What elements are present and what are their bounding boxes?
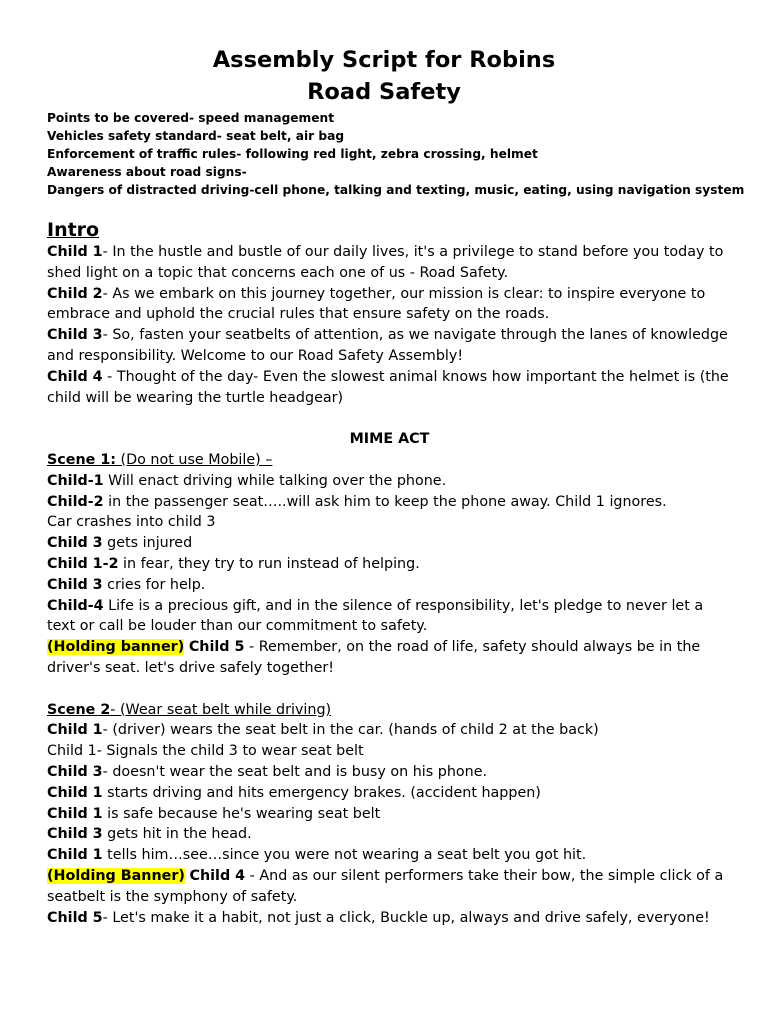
intro-line bbox=[47, 284, 732, 326]
line-text: Life is a precious gift, and in the silence of responsibility, let's pledge to never let a text or call be louder than our commitment to safety. bbox=[47, 597, 704, 635]
document-title: Assembly Script for Robins bbox=[212, 47, 556, 73]
scene2-final-line bbox=[47, 908, 732, 929]
line-text: Child 1- Signals the child 3 to wear seat belt bbox=[47, 743, 364, 760]
line-text: in fear, they try to run instead of helping. bbox=[118, 555, 420, 572]
point-item: Enforcement of traffic rules- following red light, zebra crossing, helmet bbox=[47, 147, 538, 161]
speaker: Child 3 bbox=[47, 763, 103, 780]
point-item: Dangers of distracted driving-cell phone, talking and texting, music, eating, using navigation system bbox=[47, 183, 745, 197]
document-subtitle: Road Safety bbox=[307, 79, 461, 105]
scene-label: Scene 2 bbox=[47, 701, 111, 718]
line-text: tells him…see…since you were not wearing a seat belt you got hit. bbox=[102, 847, 587, 864]
point-item: Points to be covered- speed management bbox=[47, 111, 335, 125]
speaker: Child 3 bbox=[47, 535, 103, 552]
speaker: Child 1 bbox=[47, 722, 103, 739]
scene1-line bbox=[47, 596, 732, 638]
line-text: gets injured bbox=[102, 535, 193, 552]
scene1-line bbox=[47, 575, 732, 596]
scene2-line bbox=[47, 783, 732, 804]
speaker: Child 1 bbox=[47, 784, 103, 801]
scene2-line bbox=[47, 741, 732, 762]
scene2-line bbox=[47, 824, 732, 845]
line-text: - Thought of the day- Even the slowest animal knows how important the helmet is (the child will be wearing the turtle headgear) bbox=[47, 368, 729, 406]
scene1-heading bbox=[47, 450, 732, 471]
scene1-line bbox=[47, 533, 732, 554]
speaker: Child 1 bbox=[47, 244, 103, 260]
speaker: Child 4 bbox=[47, 368, 103, 385]
line-text: Car crashes into child 3 bbox=[47, 514, 216, 531]
line-text: - (driver) wears the seat belt in the car. (hands of child 2 at the back) bbox=[102, 722, 599, 739]
scene1-line bbox=[47, 512, 732, 533]
line-text: - In the hustle and bustle of our daily lives, it's a privilege to stand before you today to shed light on a topic that concerns each one of us - Road Safety. bbox=[47, 244, 724, 281]
scene-label: Scene 1: bbox=[47, 451, 116, 468]
line-text: gets hit in the head. bbox=[102, 826, 252, 843]
line-text: - As we embark on this journey together, our mission is clear: to inspire everyone to embrace and uphold the crucial rules that ensure safety on the roads. bbox=[47, 285, 706, 323]
line-text: is safe because he's wearing seat belt bbox=[102, 805, 381, 822]
point-item: Vehicles safety standard- seat belt, air bag bbox=[47, 129, 345, 143]
scene1-line bbox=[47, 554, 732, 575]
line-text: in the passenger seat…..will ask him to keep the phone away. Child 1 ignores. bbox=[103, 493, 667, 510]
highlighted-banner-label: (Holding Banner) bbox=[47, 867, 185, 884]
intro-heading: Intro bbox=[47, 219, 100, 241]
scene1-line bbox=[47, 471, 732, 492]
points-list bbox=[47, 109, 747, 199]
speaker: Child 3 bbox=[47, 576, 103, 593]
speaker: Child 4 bbox=[189, 867, 246, 884]
scene-desc: (Do not use Mobile) – bbox=[116, 451, 273, 468]
speaker: Child-4 bbox=[47, 597, 104, 614]
script-body bbox=[47, 242, 732, 928]
scene2-line bbox=[47, 762, 732, 783]
speaker: Child 1 bbox=[47, 847, 103, 864]
speaker: Child 1 bbox=[47, 805, 103, 822]
line-text: cries for help. bbox=[102, 576, 206, 593]
line-text: starts driving and hits emergency brakes. (accident happen) bbox=[102, 784, 541, 801]
speaker: Child-2 bbox=[47, 493, 104, 510]
scene2-line bbox=[47, 804, 732, 825]
scene2-line bbox=[47, 845, 732, 866]
speaker: Child 5 bbox=[47, 909, 103, 926]
intro-line bbox=[47, 367, 732, 409]
scene1-banner-line bbox=[47, 637, 732, 679]
speaker: Child 3 bbox=[47, 327, 103, 344]
speaker: Child 1-2 bbox=[47, 555, 119, 572]
line-text: - And as our silent performers take their bow, the simple click of a seatbelt is the symphony of safety. bbox=[47, 867, 724, 905]
line-text: - Remember, on the road of life, safety should always be in the driver's seat. let's drive safely together! bbox=[47, 639, 701, 676]
line-text: - Let's make it a habit, not just a click, Buckle up, always and drive safely, everyone! bbox=[102, 909, 710, 926]
scene2-banner-line bbox=[47, 866, 732, 908]
line-text: Will enact driving while talking over the phone. bbox=[103, 472, 447, 489]
speaker: Child 3 bbox=[47, 826, 103, 843]
speaker: Child 2 bbox=[47, 285, 103, 302]
line-text: - doesn't wear the seat belt and is busy on his phone. bbox=[102, 763, 488, 780]
line-text: - So, fasten your seatbelts of attention, as we navigate through the lanes of knowledge and responsibility. Welcome to our Road Safety Assembly! bbox=[47, 327, 728, 364]
scene2-heading bbox=[47, 700, 732, 721]
mime-act-heading: MIME ACT bbox=[349, 431, 430, 448]
highlighted-banner-label: (Holding banner) bbox=[47, 639, 185, 656]
speaker: Child 5 bbox=[188, 639, 245, 656]
scene2-line bbox=[47, 720, 732, 741]
intro-line bbox=[47, 242, 732, 284]
speaker: Child-1 bbox=[47, 472, 104, 489]
scene-desc: - (Wear seat belt while driving) bbox=[110, 701, 332, 718]
point-item: Awareness about road signs- bbox=[47, 165, 247, 179]
scene1-line bbox=[47, 492, 732, 513]
title-block bbox=[0, 44, 768, 108]
intro-line bbox=[47, 325, 732, 367]
